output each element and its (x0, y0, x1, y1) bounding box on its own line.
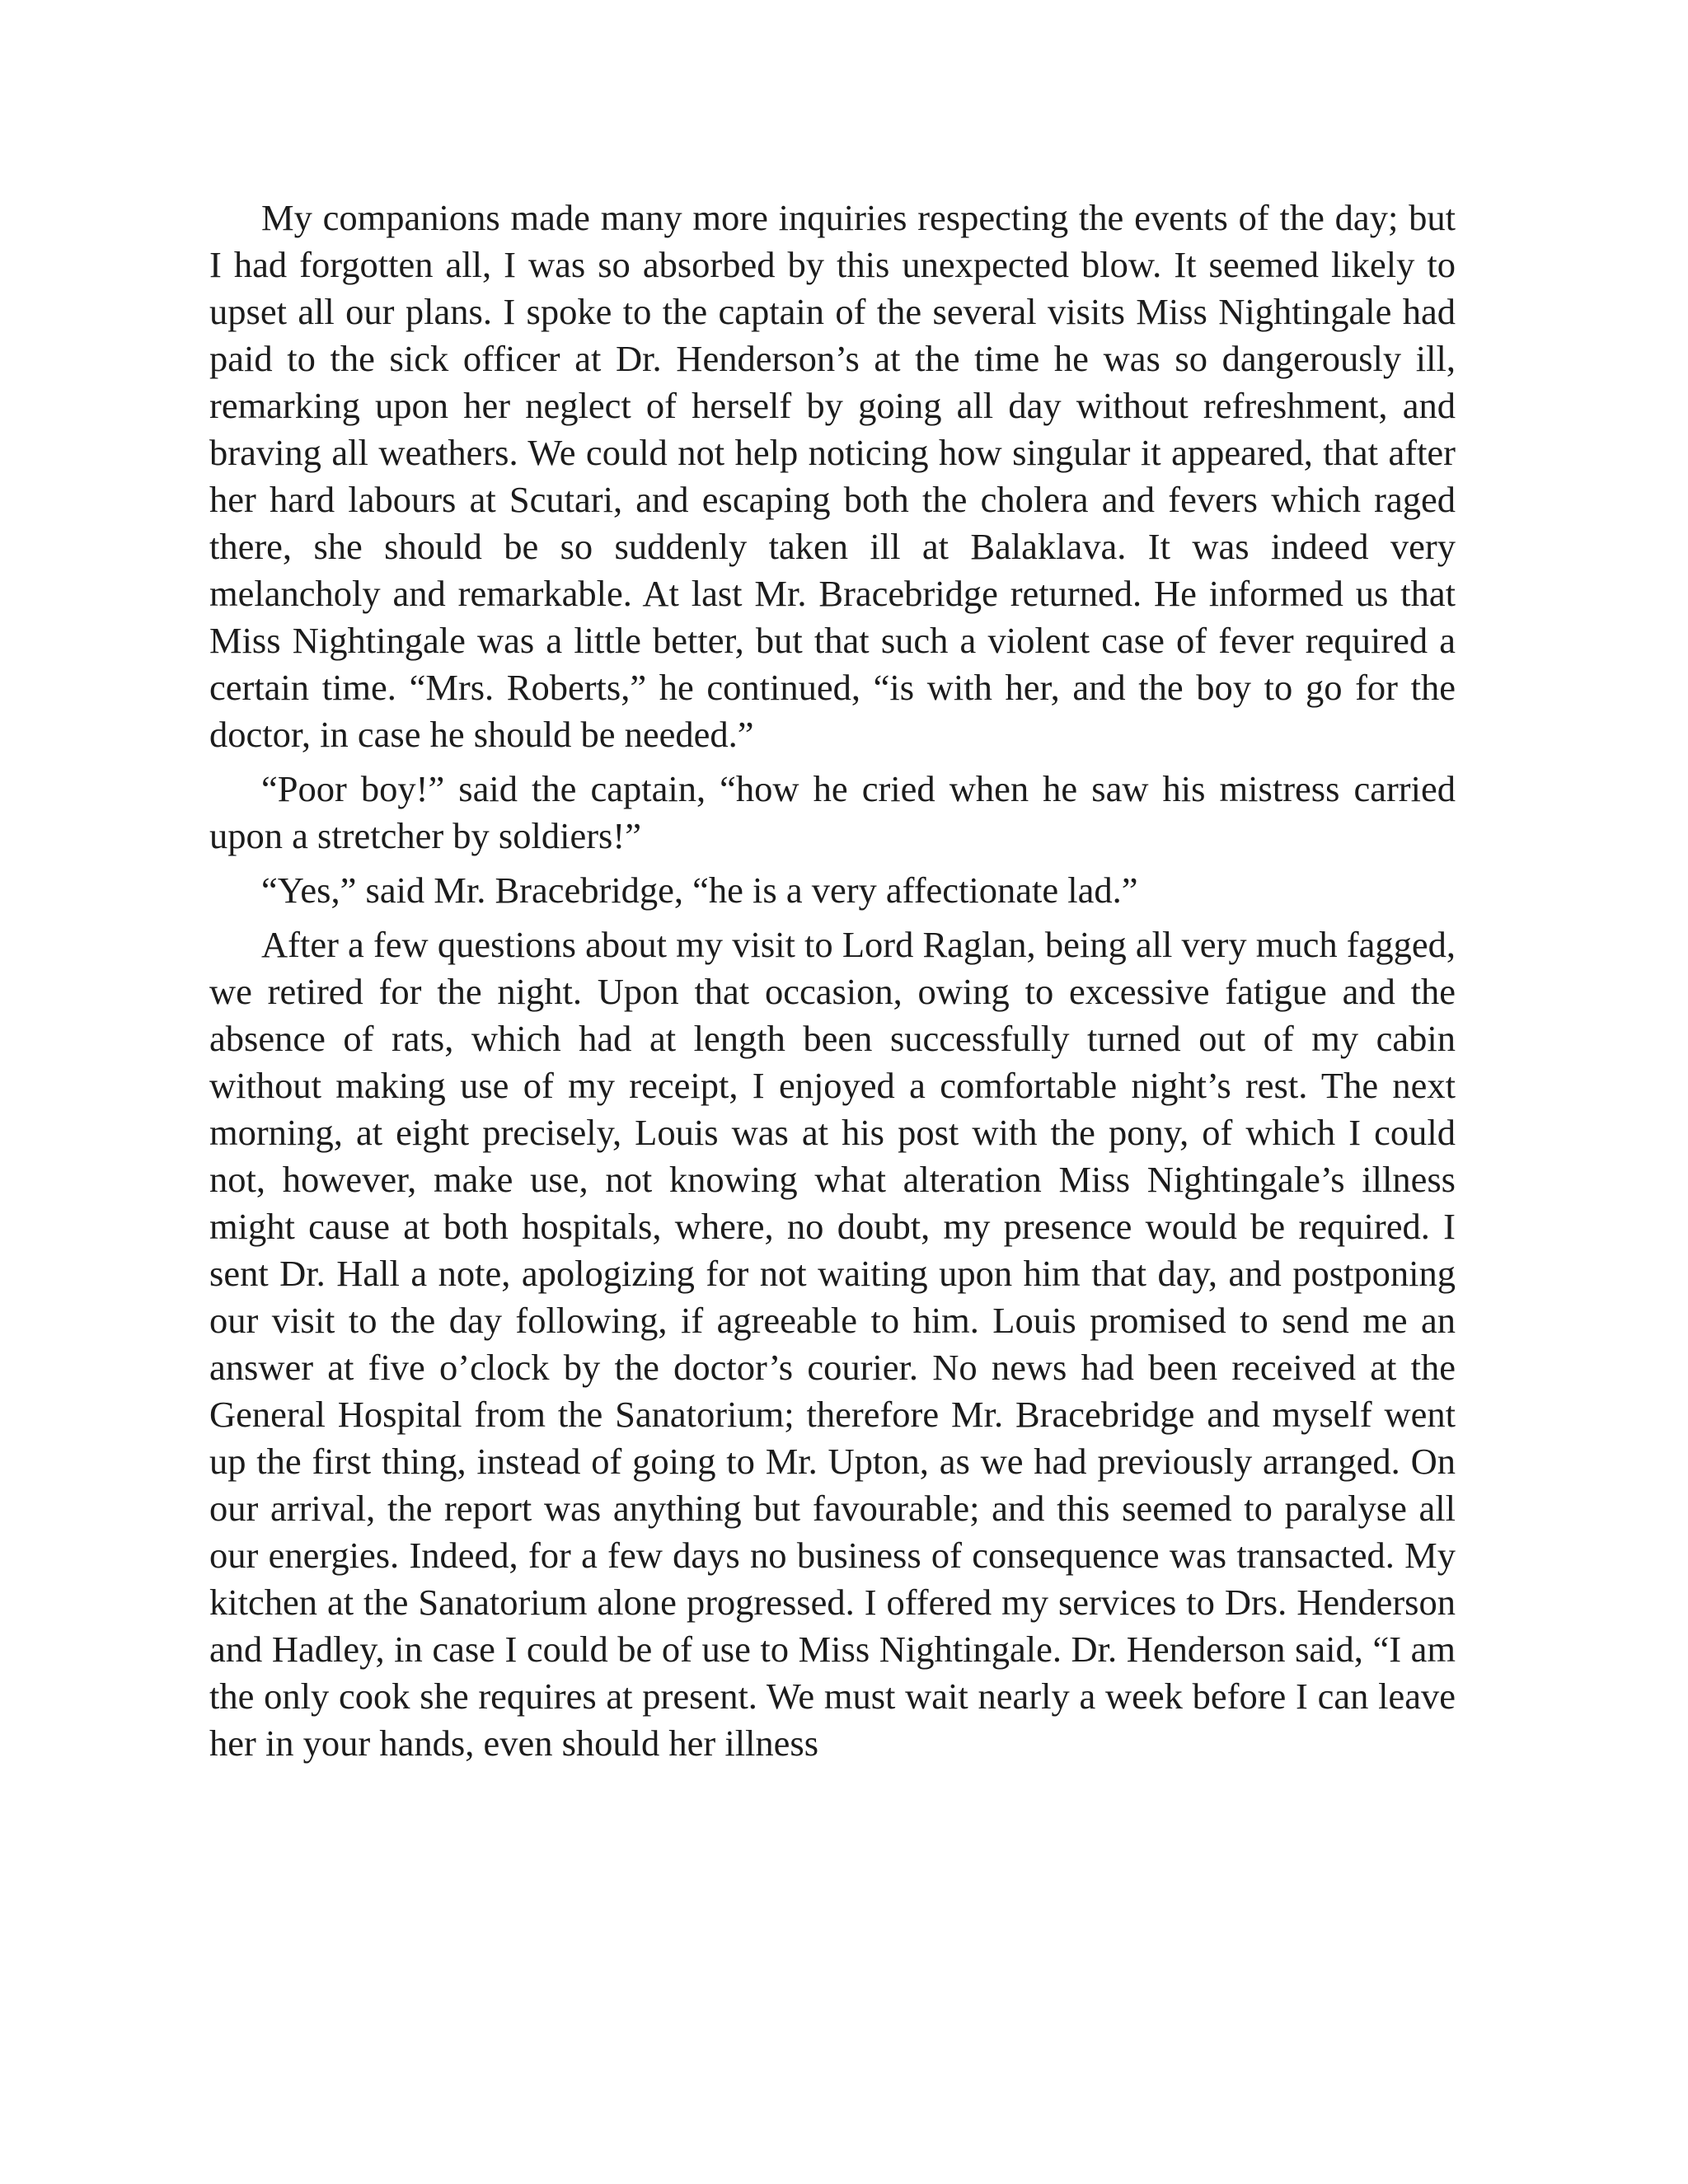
book-page (209, 194, 1456, 1774)
paragraph-4: After a few questions about my visit to Lord Raglan, being all very much fagged, we retired for the night. Upon that occasion, owing to excessive fatigue and the absence of rats, which had at length been successfully turned out of my cabin without making use of my receipt, I enjoyed a comfortable night’s rest. The next morning, at eight precisely, Louis was at his post with the pony, of which I could not, however, make use, not knowing what alteration Miss Nightingale’s illness might cause at both hospitals, where, no doubt, my presence would be required. I sent Dr. Hall a note, apologizing for not waiting upon him that day, and postponing our visit to the day following, if agreeable to him. Louis promised to send me an answer at five o’clock by the doctor’s courier. No news had been received at the General Hospital from the Sanatorium; therefore Mr. Bracebridge and myself went up the first thing, instead of going to Mr. Upton, as we had previously arranged. On our arrival, the report was anything but favourable; and this seemed to paralyse all our energies. Indeed, for a few days no business of consequence was transacted. My kitchen at the Sanatorium alone progressed. I offered my services to Drs. Henderson and Hadley, in case I could be of use to Miss Nightingale. Dr. Henderson said, “I am the only cook she requires at present. We must wait nearly a week before I can leave her in your hands, even should her illness (209, 924, 1456, 1764)
paragraph-3: “Yes,” said Mr. Bracebridge, “he is a very affectionate lad.” (261, 869, 1138, 911)
paragraph-2: “Poor boy!” said the captain, “how he cried when he saw his mistress carried upon a stretcher by soldiers!” (209, 768, 1456, 856)
paragraph-1: My companions made many more inquiries respecting the events of the day; but I had forgotten all, I was so absorbed by this unexpected blow. It seemed likely to upset all our plans. I spoke to the captain of the several visits Miss Nightingale had paid to the sick officer at Dr. Henderson’s at the time he was so dangerously ill, remarking upon her neglect of herself by going all day without refreshment, and braving all weathers. We could not help noticing how singular it appeared, that after her hard labours at Scutari, and escaping both the cholera and fevers which raged there, she should be so suddenly taken ill at Balaklava. It was indeed very melancholy and remarkable. At last Mr. Bracebridge returned. He informed us that Miss Nightingale was a little better, but that such a violent case of fever required a certain time. “Mrs. Roberts,” he continued, “is with her, and the boy to go for the doctor, in case he should be needed.” (209, 197, 1456, 755)
